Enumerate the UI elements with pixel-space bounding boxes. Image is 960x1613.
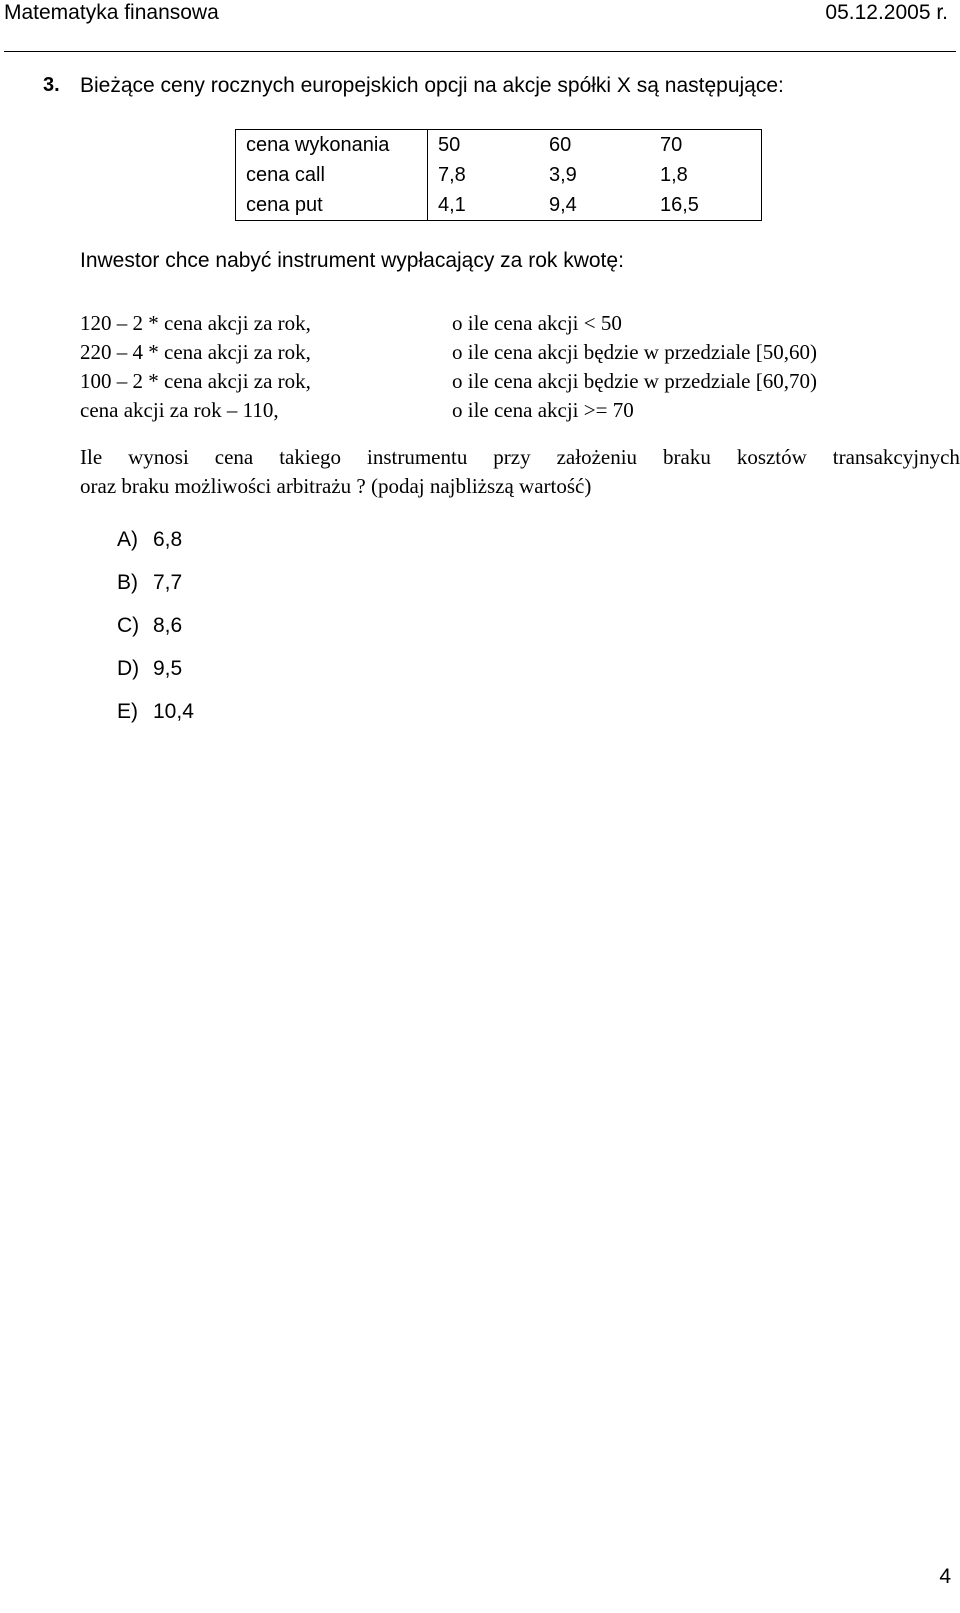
intro-text: Inwestor chce nabyć instrument wypłacający za rok kwotę: [80, 249, 624, 272]
header-rule [4, 51, 956, 52]
table-row [236, 130, 762, 161]
table-cell: 70 [660, 134, 683, 156]
prompt-word: kosztów [736, 445, 807, 469]
answer-value: 10,4 [153, 700, 194, 723]
answer-option-a [117, 525, 194, 568]
exam-date: 05.12.2005 r. [825, 1, 948, 24]
prompt-word: instrumentu [367, 445, 468, 469]
answer-option-e [117, 697, 194, 740]
table-cell: 1,8 [660, 164, 688, 186]
table-row [236, 160, 762, 190]
page-number: 4 [939, 1565, 951, 1588]
payoff-condition: o ile cena akcji będzie w przedziale [60,70) [452, 369, 817, 393]
answer-option-b [117, 568, 194, 611]
prompt-word: Ile [80, 445, 103, 469]
question-prompt [80, 443, 960, 501]
prompt-word: braku [663, 445, 711, 469]
row-label: cena wykonania [236, 130, 428, 161]
prompt-line-1 [80, 443, 960, 472]
payoff-condition: o ile cena akcji >= 70 [452, 398, 634, 422]
prompt-word: transakcyjnych [832, 445, 960, 469]
prompt-word: takiego [279, 445, 342, 469]
row-label: cena call [236, 160, 428, 190]
payoff-formula: cena akcji za rok – 110, [80, 398, 279, 422]
payoff-condition: o ile cena akcji < 50 [452, 311, 622, 335]
answer-key: E) [117, 700, 138, 723]
question-number: 3. [43, 74, 60, 96]
prompt-word: przy [493, 445, 531, 469]
question-title: Bieżące ceny rocznych europejskich opcji na akcje spółki X są następujące: [80, 74, 784, 97]
answer-options [117, 525, 194, 740]
table-cell: 50 [438, 134, 461, 156]
table-cell: 16,5 [660, 194, 699, 216]
answer-value: 8,6 [153, 614, 183, 637]
payoff-condition: o ile cena akcji będzie w przedziale [50,60) [452, 340, 817, 364]
table-cell: 9,4 [549, 194, 577, 216]
answer-option-c [117, 611, 194, 654]
answer-key: B) [117, 571, 138, 594]
answer-key: C) [117, 614, 140, 637]
table-row [236, 190, 762, 221]
prompt-word: cena [214, 445, 254, 469]
table-cell: 7,8 [438, 164, 466, 186]
option-prices-table [235, 129, 762, 221]
table-cell: 3,9 [549, 164, 577, 186]
prompt-word: wynosi [128, 445, 189, 469]
answer-key: A) [117, 528, 138, 551]
prompt-word: założeniu [556, 445, 638, 469]
payoff-formula: 220 – 4 * cena akcji za rok, [80, 340, 311, 364]
answer-value: 9,5 [153, 657, 183, 680]
course-title: Matematyka finansowa [4, 1, 219, 24]
answer-option-d [117, 654, 194, 697]
answer-value: 6,8 [153, 528, 183, 551]
answer-value: 7,7 [153, 571, 183, 594]
prompt-line-2: oraz braku możliwości arbitrażu ? (podaj najbliższą wartość) [80, 474, 592, 498]
answer-key: D) [117, 657, 140, 680]
payoff-formula: 100 – 2 * cena akcji za rok, [80, 369, 311, 393]
table-cell: 60 [549, 134, 572, 156]
row-label: cena put [236, 190, 428, 221]
payoff-formula: 120 – 2 * cena akcji za rok, [80, 311, 311, 335]
table-cell: 4,1 [438, 194, 466, 216]
